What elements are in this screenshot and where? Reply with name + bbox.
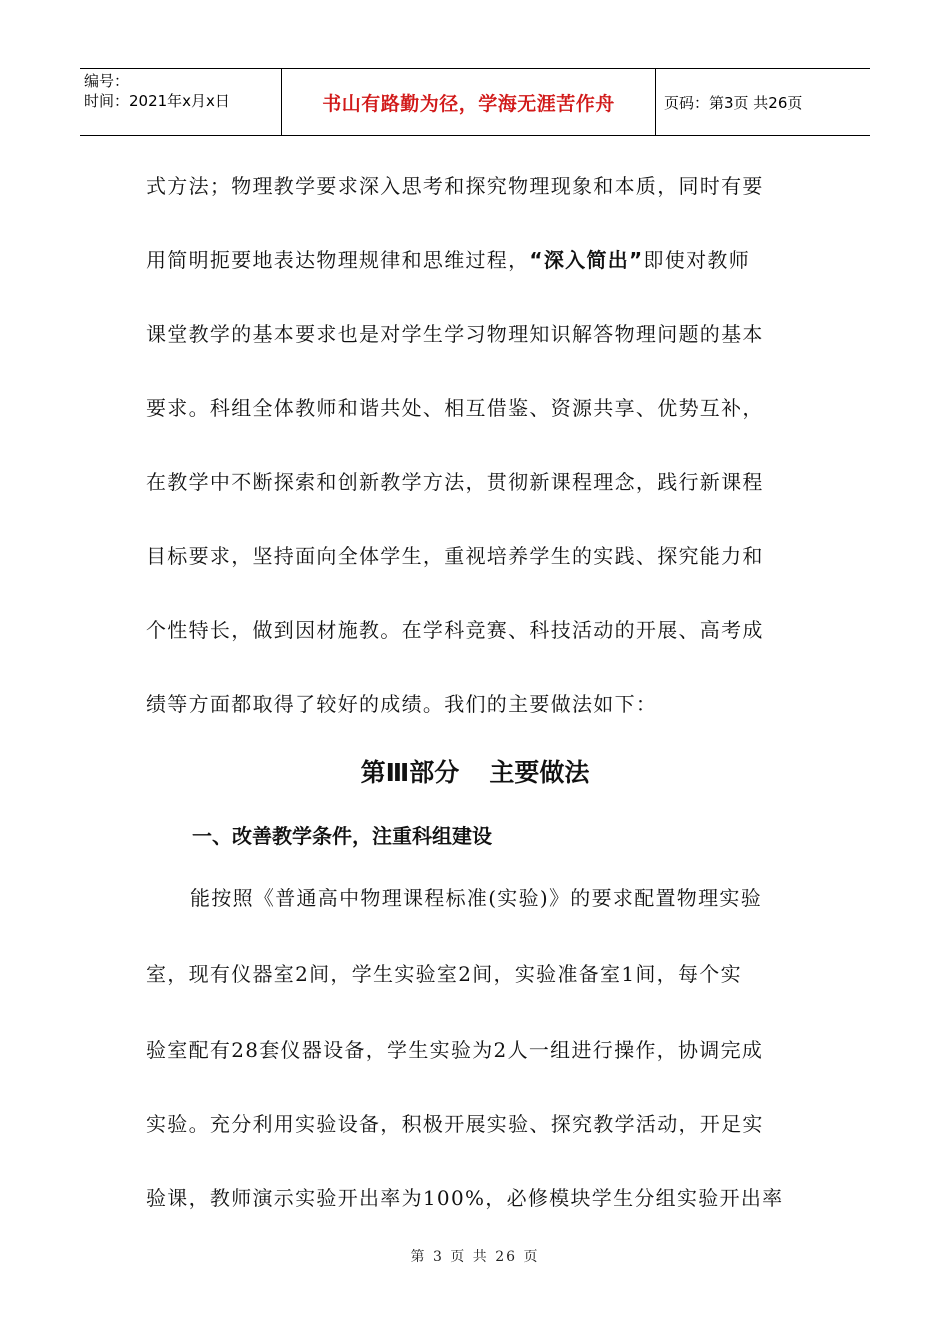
paragraph-line: 实验。充分利用实验设备，积极开展实验、探究教学活动，开足实 <box>146 1112 764 1136</box>
header-page-code: 页码：第3页 共26页 <box>664 93 803 112</box>
section-part-label: 第Ⅲ部分 <box>360 758 460 787</box>
section-title-text: 主要做法 <box>489 758 590 787</box>
paragraph-line <box>146 246 750 274</box>
paragraph-line: 要求。科组全体教师和谐共处、相互借鉴、资源共享、优势互补， <box>146 396 764 420</box>
paragraph-line: 式方法；物理教学要求深入思考和探究物理现象和本质，同时有要 <box>146 174 764 198</box>
paragraph-line: 验室配有28套仪器设备，学生实验为2人一组进行操作，协调完成 <box>146 1038 764 1062</box>
subsection-heading: 一、改善教学条件，注重科组建设 <box>192 824 492 848</box>
header-motto: 书山有路勤为径，学海无涯苦作舟 <box>282 69 656 135</box>
paragraph-line: 目标要求，坚持面向全体学生，重视培养学生的实践、探究能力和 <box>146 544 764 568</box>
page-header <box>80 68 870 136</box>
paragraph-line: 在教学中不断探索和创新教学方法，贯彻新课程理念，践行新课程 <box>146 470 764 494</box>
paragraph-line: 验课，教师演示实验开出率为100%，必修模块学生分组实验开出率 <box>146 1186 784 1210</box>
page-footer: 第 3 页 共 26 页 <box>410 1249 540 1265</box>
paragraph-line: 个性特长，做到因材施教。在学科竞赛、科技活动的开展、高考成 <box>146 618 764 642</box>
paragraph-line: 绩等方面都取得了较好的成绩。我们的主要做法如下： <box>146 692 658 716</box>
document-number-label: 编号： <box>84 72 130 90</box>
emphasis-quote: “深入简出” <box>529 248 644 272</box>
paragraph-line: 课堂教学的基本要求也是对学生学习物理知识解答物理问题的基本 <box>146 322 764 346</box>
text-span: 即使对教师 <box>643 248 750 272</box>
header-meta <box>80 69 282 135</box>
text-span: 用简明扼要地表达物理规律和思维过程， <box>146 248 530 272</box>
document-time-label: 时间：2021年x月x日 <box>84 92 230 110</box>
section-heading <box>0 756 950 790</box>
paragraph-line: 室，现有仪器室2间，学生实验室2间，实验准备室1间，每个实 <box>146 962 742 986</box>
paragraph-line: 能按照《普通高中物理课程标准(实验)》的要求配置物理实验 <box>190 886 763 910</box>
